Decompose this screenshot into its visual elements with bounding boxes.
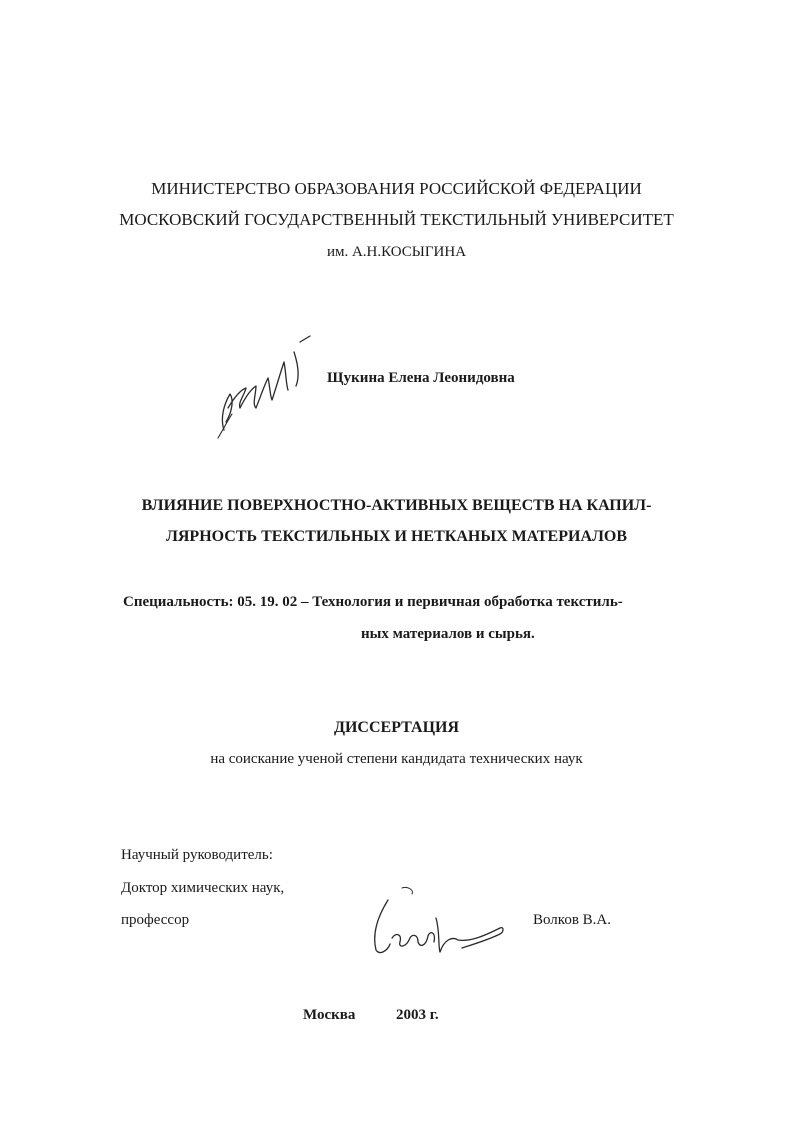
supervisor-signature	[366, 886, 516, 966]
footer-city: Москва	[303, 1007, 356, 1023]
work-type-subheading: на соискание ученой степени кандидата технических наук	[210, 751, 583, 767]
supervisor-label: Научный руководитель:	[121, 847, 273, 863]
dissertation-title-line-2: ЛЯРНОСТЬ ТЕКСТИЛЬНЫХ И НЕТКАНЫХ МАТЕРИАЛОВ	[165, 528, 628, 545]
specialty-line-1: Специальность: 05. 19. 02 – Технология и первичная обработка текстиль-	[123, 594, 623, 610]
supervisor-degree: Доктор химических наук,	[121, 880, 285, 896]
university-namesake: им. А.Н.КОСЫГИНА	[326, 244, 467, 260]
author-name: Щукина Елена Леонидовна	[327, 370, 515, 386]
supervisor-rank: профессор	[121, 912, 190, 928]
footer-year: 2003 г.	[396, 1007, 439, 1023]
supervisor-name: Волков В.А.	[533, 912, 611, 928]
specialty-line-2: ных материалов и сырья.	[361, 626, 535, 642]
work-type-heading: ДИССЕРТАЦИЯ	[333, 719, 460, 736]
ministry-line: МИНИСТЕРСТВО ОБРАЗОВАНИЯ РОССИЙСКОЙ ФЕДЕРАЦИИ	[151, 179, 642, 198]
author-signature	[210, 338, 320, 446]
university-line: МОСКОВСКИЙ ГОСУДАРСТВЕННЫЙ ТЕКСТИЛЬНЫЙ УНИВЕРСИТЕТ	[119, 210, 674, 229]
dissertation-title-line-1: ВЛИЯНИЕ ПОВЕРХНОСТНО-АКТИВНЫХ ВЕЩЕСТВ НА КАПИЛ-	[141, 497, 652, 514]
